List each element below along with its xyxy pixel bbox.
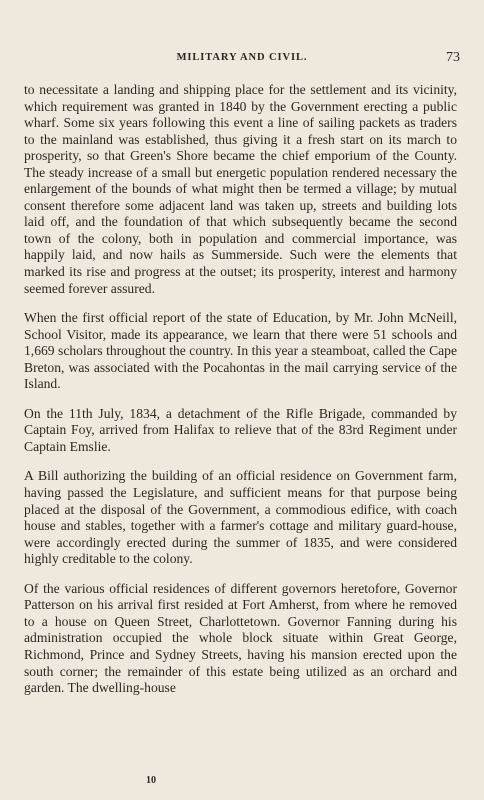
signature-mark: 10 xyxy=(146,775,156,786)
chapter-title: MILITARY AND CIVIL. xyxy=(176,52,308,63)
paragraph-governors-residences: Of the various official residences of different governors heretofore, Governor Patterson on his arrival first resided at Fort Amherst, from where he removed to a house on Queen Street, Charlottetown. Governor Fanning during his administration occupied the whole block situate within Great George, Richmond, Prince and Sydney Streets, having his mansion erected upon the south corner; the remainder of this estate being utilized as an orchard and garden. The dwelling-house xyxy=(24,580,457,696)
paragraph-rifle-brigade: On the 11th July, 1834, a detachment of the Rifle Brigade, commanded by Captain Foy, arrived from Halifax to relieve that of the 83rd Regiment under Captain Emslie. xyxy=(24,405,457,454)
paragraph-official-residence: A Bill authorizing the building of an official residence on Government farm, having passed the Legislature, and sufficient means for that purpose being placed at the disposal of the Government, a commodious edifice, with coach house and stables, together with a farmer's cottage and military guard-house, were accordingly erected during the summer of 1835, and were considered highly creditable to the colony. xyxy=(24,468,457,567)
paragraph-education: When the first official report of the state of Education, by Mr. John McNeill, School Visitor, made its appearance, we learn that there were 51 schools and 1,669 scholars throughout the country. In this year a steamboat, called the Cape Breton, was associated with the Pocahontas in the mail carrying service of the Island. xyxy=(24,310,457,392)
paragraph-summerside: to necessitate a landing and shipping place for the settlement and its vicinity, which requirement was granted in 1840 by the Government erecting a public wharf. Some six years following this event a line of sailing packets as traders to the mainland was established, thus giving it a fresh start on its march to prosperity, so that Green's Shore became the chief emporium of the County. The steady increase of a small but energetic population rendered necessary the enlargement of the bounds of what might then be termed a village; by mutual consent therefore some adjacent land was taken up, streets and building lots laid off, and the foundation of that which subsequently became the second town of the colony, both in population and commercial importance, was happily laid, and now hails as Summerside. Such were the elements that marked its rise and progress at the outset; its prosperity, interest and harmony seemed forever assured. xyxy=(24,82,457,296)
running-head xyxy=(24,50,460,68)
body-text xyxy=(24,82,457,697)
page-number: 73 xyxy=(446,50,460,65)
